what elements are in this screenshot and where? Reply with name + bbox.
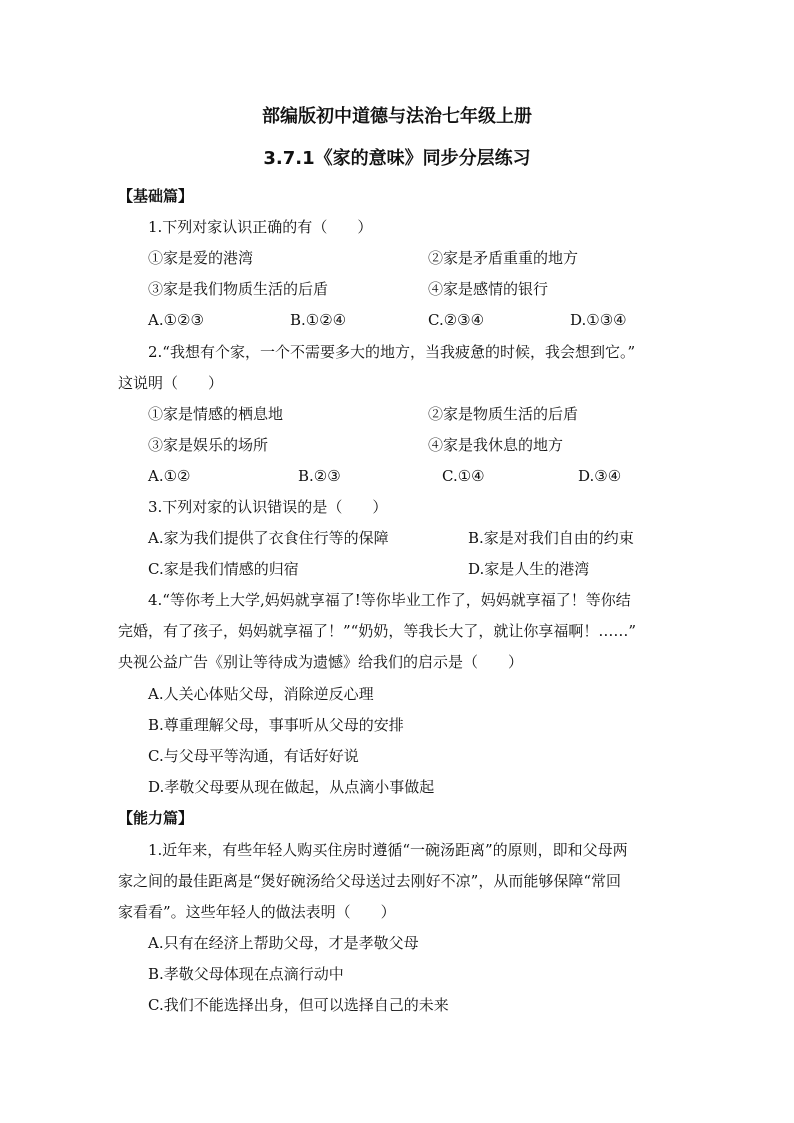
question-stem: 4.“等你考上大学,妈妈就享福了!等你毕业工作了，妈妈就享福了！等你结: [148, 591, 631, 609]
statement-item: ②家是矛盾重重的地方: [428, 249, 579, 267]
answer-option: D.①③④: [570, 311, 627, 329]
section-ability-heading: 【能力篇】: [118, 809, 194, 827]
answer-option: B.①②④: [290, 311, 347, 329]
question-stem-continued: 完婚，有了孩子，妈妈就享福了！”“奶奶，等我长大了，就让你享福啊！……”: [118, 622, 637, 640]
answer-option: A.①②: [148, 467, 191, 485]
question-stem-continued: 央视公益广告《别让等待成为遗憾》给我们的启示是（ ）: [118, 653, 524, 671]
statement-item: ②家是物质生活的后盾: [428, 405, 579, 423]
answer-option: B.家是对我们自由的约束: [468, 529, 634, 547]
statement-item: ④家是感情的银行: [428, 280, 549, 298]
question-stem-continued: 家看看”。这些年轻人的做法表明（ ）: [118, 903, 396, 921]
statement-item: ④家是我休息的地方: [428, 436, 564, 454]
answer-option: A.家为我们提供了衣食住行等的保障: [148, 529, 389, 547]
statement-item: ①家是情感的栖息地: [148, 405, 284, 423]
statement-item: ③家是娱乐的场所: [148, 436, 269, 454]
answer-option: C.家是我们情感的归宿: [148, 560, 299, 578]
answer-option: A.①②③: [148, 311, 204, 329]
answer-option: D.家是人生的港湾: [468, 560, 590, 578]
answer-option: B.②③: [298, 467, 341, 485]
question-stem-continued: 家之间的最佳距离是“煲好碗汤给父母送过去刚好不凉”，从而能够保障“常回: [118, 872, 622, 890]
answer-option: C.我们不能选择出身，但可以选择自己的未来: [148, 996, 449, 1014]
section-basic-heading: 【基础篇】: [118, 187, 194, 205]
page-title: 部编版初中道德与法治七年级上册: [262, 106, 532, 127]
statement-item: ③家是我们物质生活的后盾: [148, 280, 329, 298]
question-stem: 1.下列对家认识正确的有（ ）: [148, 218, 373, 236]
answer-option: A.只有在经济上帮助父母，才是孝敬父母: [148, 934, 419, 952]
page-subtitle: 3.7.1《家的意味》同步分层练习: [263, 148, 531, 169]
answer-option: B.尊重理解父母，事事听从父母的安排: [148, 716, 404, 734]
answer-option: D.③④: [578, 467, 622, 485]
question-stem-continued: 这说明（ ）: [118, 374, 224, 392]
question-stem: 3.下列对家的认识错误的是（ ）: [148, 498, 388, 516]
answer-option: C.与父母平等沟通，有话好好说: [148, 747, 359, 765]
answer-option: A.人关心体贴父母，消除逆反心理: [148, 685, 374, 703]
answer-option: C.②③④: [428, 311, 485, 329]
question-stem: 2.“我想有个家，一个不需要多大的地方，当我疲惫的时候，我会想到它。”: [148, 343, 636, 361]
answer-option: B.孝敬父母体现在点滴行动中: [148, 965, 344, 983]
answer-option: D.孝敬父母要从现在做起，从点滴小事做起: [148, 778, 435, 796]
statement-item: ①家是爱的港湾: [148, 249, 254, 267]
question-stem: 1.近年来，有些年轻人购买住房时遵循“一碗汤距离”的原则，即和父母两: [148, 841, 628, 859]
answer-option: C.①④: [442, 467, 485, 485]
